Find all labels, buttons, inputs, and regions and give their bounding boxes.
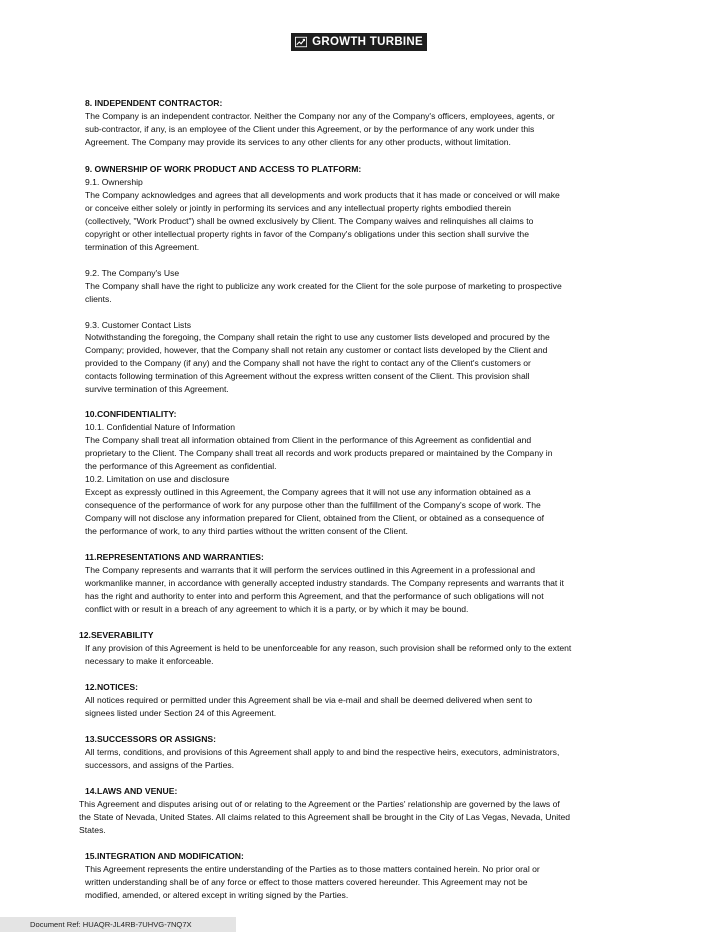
subsection-heading: 10.1. Confidential Nature of Information	[85, 421, 236, 432]
brand-logo	[291, 33, 427, 51]
paragraph-line: The Company shall have the right to publicize any work created for the Client for the sole purpose of marketing to prospective	[85, 280, 562, 291]
section-laws-and-venue	[79, 785, 570, 837]
section-confidentiality	[85, 408, 553, 538]
paragraph-line: termination of this Agreement.	[85, 241, 200, 252]
paragraph-line: contacts following termination of this Agreement without the express written consent of the Client. This provision shall	[85, 371, 530, 382]
paragraph-line: This Agreement and disputes arising out of or relating to the Agreement or the Parties' relationship are governed by the laws of	[79, 798, 560, 809]
paragraph-line: All notices required or permitted under this Agreement shall be via e-mail and shall be deemed delivered when sent to	[85, 694, 533, 705]
growth-chart-icon	[295, 36, 307, 48]
paragraph-line: copyright or other intellectual property rights in favor of the Company's obligations under this section shall survive the	[85, 228, 529, 239]
paragraph-line: proprietary to the Client. The Company shall treat all records and work products prepared or maintained by the Company in	[85, 447, 553, 458]
paragraph-line: The Company represents and warrants that it will perform the services outlined in this Agreement in a professional and	[85, 564, 535, 575]
paragraph-line: The Company shall treat all information obtained from Client in the performance of this Agreement as confidential and	[85, 434, 532, 445]
paragraph-line: All terms, conditions, and provisions of this Agreement shall apply to and bind the respective heirs, executors, administrators,	[85, 746, 560, 757]
paragraph-line: modified, amended, or altered except in writing signed by the Parties.	[85, 889, 349, 900]
subsection-heading: 9.3. Customer Contact Lists	[85, 319, 192, 330]
paragraph-line: the State of Nevada, United States. All claims related to this Agreement shall be brought in the City of Las Vegas, Nevada, United	[79, 811, 571, 822]
paragraph-line: written understanding shall be of any force or effect to those matters covered hereunder. This Agreement may not be	[85, 876, 528, 887]
paragraph-line: necessary to make it enforceable.	[85, 655, 214, 666]
section-notices	[85, 681, 532, 720]
section-ownership-of-work-product	[85, 163, 562, 396]
section-heading: 15.INTEGRATION AND MODIFICATION:	[85, 851, 244, 861]
subsection-heading: 9.1. Ownership	[85, 176, 143, 187]
paragraph-line: clients.	[85, 293, 112, 304]
section-representations-and-warranties	[85, 551, 564, 616]
paragraph-line: successors, and assigns of the Parties.	[85, 759, 235, 770]
paragraph-line: signees listed under Section 24 of this Agreement.	[85, 707, 277, 718]
paragraph-line: provided to the Company (if any) and the Company shall not have the right to contact any of the Client's customers or	[85, 358, 531, 369]
paragraph-line: sub-contractor, if any, is an employee of the Client under this Agreement, or by the performance of any work under this	[85, 123, 535, 134]
section-heading: 13.SUCCESSORS OR ASSIGNS:	[85, 734, 217, 744]
section-heading: 12.NOTICES:	[85, 682, 139, 692]
paragraph-line: This Agreement represents the entire understanding of the Parties as to those matters contained herein. No prior oral or	[85, 863, 540, 874]
paragraph-line: the performance of this Agreement as confidential.	[85, 460, 277, 471]
section-integration-and-modification	[85, 850, 540, 902]
paragraph-line: Company; provided, however, that the Company shall not retain any customer or contact lists developed by the Client and	[85, 345, 548, 356]
section-heading: 9. OWNERSHIP OF WORK PRODUCT AND ACCESS TO PLATFORM:	[85, 164, 362, 174]
logo-text: GROWTH TURBINE	[312, 36, 423, 48]
paragraph-line: The Company acknowledges and agrees that all developments and work products that it has made or conceived or will make	[85, 189, 560, 200]
section-heading: 8. INDEPENDENT CONTRACTOR:	[85, 98, 223, 108]
paragraph-line: States.	[79, 824, 106, 835]
section-heading: 14.LAWS AND VENUE:	[85, 786, 178, 796]
paragraph-line: Company will not disclose any information prepared for Client, obtained from the Client, or obtained as a consequence of	[85, 512, 545, 523]
paragraph-line: consequence of the performance of work for any purpose other than the fulfillment of the Company's scope of work. The	[85, 499, 541, 510]
paragraph-line: (collectively, "Work Product") shall be owned exclusively by Client. The Company waives and relinquishes all claims to	[85, 215, 534, 226]
document-reference: Document Ref: HUAQR-JL4RB-7UHVG-7NQ7X	[0, 917, 236, 932]
section-severability	[79, 629, 571, 668]
paragraph-line: conflict with or result in a breach of any agreement to which it is a party, or by which it may be bound.	[85, 603, 469, 614]
paragraph-line: Except as expressly outlined in this Agreement, the Company agrees that it will not use any information obtained as a	[85, 486, 531, 497]
paragraph-line: Agreement. The Company may provide its services to any other clients for any other products, without limitation.	[85, 136, 511, 147]
section-successors-or-assigns	[85, 733, 559, 772]
section-independent-contractor	[85, 97, 555, 149]
subsection-heading: 10.2. Limitation on use and disclosure	[85, 473, 230, 484]
section-heading: 11.REPRESENTATIONS AND WARRANTIES:	[85, 552, 264, 562]
paragraph-line: workmanlike manner, in accordance with generally accepted industry standards. The Company represents and warrants that it	[85, 577, 564, 588]
paragraph-line: If any provision of this Agreement is held to be unenforceable for any reason, such provision shall be reformed only to the extent	[85, 642, 572, 653]
paragraph-line: the performance of work, to any third parties without the written consent of the Client.	[85, 525, 408, 536]
paragraph-line: The Company is an independent contractor. Neither the Company nor any of the Company's officers, employees, agents, or	[85, 110, 555, 121]
section-heading: 12.SEVERABILITY	[79, 630, 154, 640]
paragraph-line: Notwithstanding the foregoing, the Company shall retain the right to use any customer lists developed and procured by the	[85, 332, 550, 343]
paragraph-line: or conceive either solely or jointly in performing its services and any intellectual property rights embodied therein	[85, 202, 512, 213]
paragraph-line: survive termination of this Agreement.	[85, 384, 229, 395]
subsection-heading: 9.2. The Company's Use	[85, 267, 180, 278]
section-heading: 10.CONFIDENTIALITY:	[85, 409, 177, 419]
paragraph-line: has the right and authority to enter into and perform this Agreement, and that the performance of such obligations will not	[85, 590, 544, 601]
